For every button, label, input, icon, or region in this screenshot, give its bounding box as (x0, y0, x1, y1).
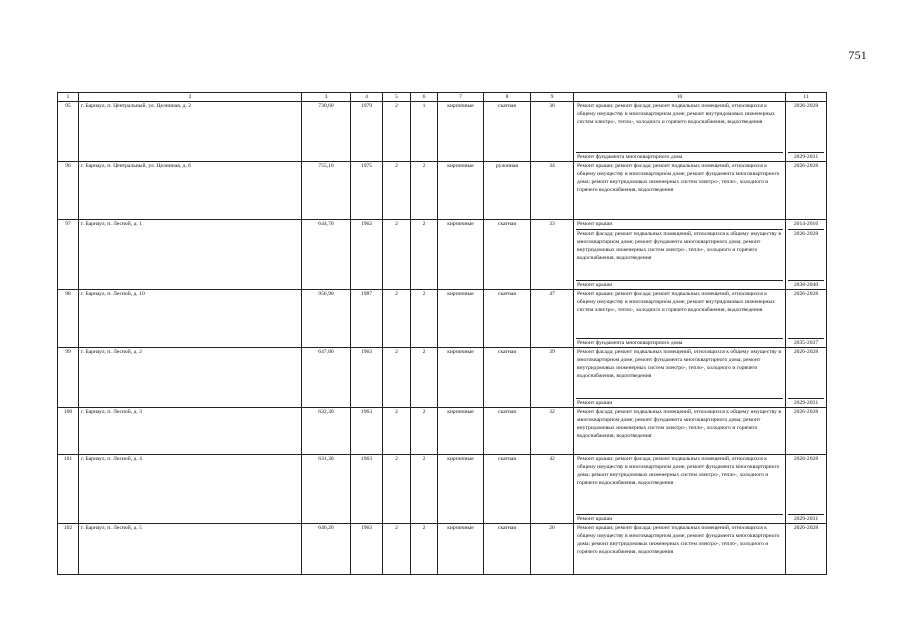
floors-cell: 2 (383, 290, 411, 348)
year-cell: 1963 (351, 455, 383, 524)
roof-type-cell: скатная (484, 290, 531, 348)
wall-material-cell: кирпичные (438, 162, 484, 220)
table-row (58, 348, 827, 408)
wall-material-cell: кирпичные (438, 408, 484, 455)
wear-percent-cell: 33 (531, 220, 574, 290)
column-number: 7 (438, 93, 484, 102)
wall-material-cell: кирпичные (438, 290, 484, 348)
table-row (58, 408, 827, 455)
area-cell: 755,10 (302, 162, 351, 220)
column-number: 5 (383, 93, 411, 102)
year-cell: 1979 (351, 102, 383, 162)
wall-material-cell: кирпичные (438, 102, 484, 162)
repair-period-cell (786, 290, 827, 348)
capital-repair-register-table (57, 92, 827, 575)
repair-period-item: 2026-2028 (793, 349, 819, 356)
repair-period-item: 2026-2028 (793, 409, 819, 416)
wear-percent-cell: 36 (531, 102, 574, 162)
year-cell: 1963 (351, 348, 383, 408)
year-cell: 1963 (351, 408, 383, 455)
roof-type-cell: скатная (484, 348, 531, 408)
repair-period-item: 2014-2016 (793, 221, 819, 228)
entrances-cell: 2 (411, 524, 438, 575)
wear-percent-cell: 39 (531, 348, 574, 408)
repair-period-item: 2026-2028 (793, 456, 819, 463)
year-cell: 1987 (351, 290, 383, 348)
repair-work-item: Ремонт крыши; ремонт фасада; ремонт подвальных помещений, относящихся к общему имуществу в многоквартирном доме; ремонт внутридомовых инженерных систем электро-, тепло-, холодного и горячего водоснабжения, водоотведения (577, 291, 775, 314)
row-number: 100 (58, 408, 79, 455)
floors-cell: 2 (383, 455, 411, 524)
address-cell: г. Барнаул, п. Лесной, д. 2 (79, 348, 302, 408)
table-row (58, 162, 827, 220)
repair-works-cell (574, 220, 786, 290)
roof-type-cell: скатная (484, 455, 531, 524)
address-cell: г. Барнаул, п. Лесной, д. 4 (79, 455, 302, 524)
repair-work-item: Ремонт фундамента многоквартирного дома (576, 152, 783, 161)
address-cell: г. Барнаул, п. Центральный, ул. Целинная, д. 2 (79, 102, 302, 162)
repair-work-item: Ремонт фундамента многоквартирного дома (576, 338, 783, 347)
wear-percent-cell: 47 (531, 290, 574, 348)
column-number-row (58, 93, 827, 102)
table-row (58, 524, 827, 575)
column-number: 1 (58, 93, 79, 102)
wear-percent-cell: 42 (531, 455, 574, 524)
repair-period-item: 2029-2031 (788, 514, 824, 523)
address-cell: г. Барнаул, п. Лесной, д. 3 (79, 408, 302, 455)
roof-type-cell: скатная (484, 408, 531, 455)
floors-cell: 2 (383, 524, 411, 575)
area-cell: 956,90 (302, 290, 351, 348)
repair-period-cell (786, 524, 827, 575)
repair-works-cell (574, 524, 786, 575)
floors-cell: 2 (383, 348, 411, 408)
repair-period-item: 2038-2040 (788, 280, 824, 289)
repair-works-cell (574, 348, 786, 408)
column-number: 4 (351, 93, 383, 102)
table-row (58, 290, 827, 348)
roof-type-cell: скатная (484, 220, 531, 290)
table-row (58, 102, 827, 162)
repair-works-cell (574, 455, 786, 524)
repair-period-item: 2026-2028 (793, 291, 819, 298)
repair-period-item: 2026-2028 (788, 229, 824, 280)
repair-period-cell (786, 162, 827, 220)
column-number: 6 (411, 93, 438, 102)
repair-works-cell (574, 102, 786, 162)
wear-percent-cell: 34 (531, 162, 574, 220)
floors-cell: 2 (383, 220, 411, 290)
column-number: 8 (484, 93, 531, 102)
area-cell: 647,80 (302, 348, 351, 408)
address-cell: г. Барнаул, п. Центральный, ул. Целинная, д. 6 (79, 162, 302, 220)
row-number: 97 (58, 220, 79, 290)
row-number: 101 (58, 455, 79, 524)
entrances-cell: 2 (411, 455, 438, 524)
repair-work-item: Ремонт крыши (577, 221, 613, 228)
row-number: 96 (58, 162, 79, 220)
repair-works-cell (574, 408, 786, 455)
repair-work-item: Ремонт крыши; ремонт фасада; ремонт подвальных помещений, относящихся к общему имуществу в многоквартирном доме; ремонт фундамента многоквартирного дома; ремонт внутридомовых инженерных систем электро-, тепло-, холодного и горячего водоснабжения, водоотведения (577, 456, 780, 487)
entrances-cell: 1 (411, 102, 438, 162)
page-number: 751 (848, 48, 867, 62)
column-number: 3 (302, 93, 351, 102)
entrances-cell: 2 (411, 408, 438, 455)
column-number: 11 (786, 93, 827, 102)
year-cell: 1962 (351, 220, 383, 290)
address-cell: г. Барнаул, п. Лесной, д. 10 (79, 290, 302, 348)
repair-work-item: Ремонт крыши; ремонт фасада; ремонт подвальных помещений, относящихся к общему имуществу в многоквартирном доме; ремонт фундамента многоквартирного дома; ремонт внутридомовых инженерных систем электро-, тепло-, холодного и горячего водоснабжения, водоотведения (577, 163, 780, 194)
address-cell: г. Барнаул, п. Лесной, д. 1 (79, 220, 302, 290)
year-cell: 1963 (351, 524, 383, 575)
repair-works-cell (574, 290, 786, 348)
year-cell: 1975 (351, 162, 383, 220)
repair-work-item: Ремонт фасада; ремонт подвальных помещений, относящихся к общему имуществу в многоквартирном доме; ремонт фундамента многоквартирного дома; ремонт внутридомовых инженерных систем электро-, тепло-, холодного и горячего водоснабжения, водоотведения (577, 349, 782, 380)
repair-period-item: 2029-2031 (788, 398, 824, 407)
repair-period-item: 2029-2031 (788, 152, 824, 161)
repair-works-cell (574, 162, 786, 220)
floors-cell: 2 (383, 162, 411, 220)
repair-work-item: Ремонт крыши (576, 514, 783, 523)
column-number: 2 (79, 93, 302, 102)
entrances-cell: 2 (411, 162, 438, 220)
row-number: 98 (58, 290, 79, 348)
repair-period-cell (786, 102, 827, 162)
repair-period-cell (786, 455, 827, 524)
area-cell: 644,70 (302, 220, 351, 290)
repair-period-item: 2026-2028 (793, 163, 819, 170)
wear-percent-cell: 26 (531, 524, 574, 575)
repair-period-cell (786, 408, 827, 455)
area-cell: 631,30 (302, 455, 351, 524)
repair-work-item: Ремонт крыши; ремонт фасада; ремонт подвальных помещений, относящихся к общему имуществу в многоквартирном доме; ремонт фундамента многоквартирного дома; ремонт внутридомовых инженерных систем электро-, тепло-, холодного и горячего водоснабжения, водоотведения (577, 525, 780, 556)
wall-material-cell: кирпичные (438, 348, 484, 408)
wall-material-cell: кирпичные (438, 524, 484, 575)
repair-work-item: Ремонт крыши (576, 280, 783, 289)
repair-work-item: Ремонт крыши (576, 398, 783, 407)
table-row (58, 455, 827, 524)
roof-type-cell: скатная (484, 524, 531, 575)
repair-period-item: 2026-2028 (793, 525, 819, 532)
table-row (58, 220, 827, 290)
repair-work-item: Ремонт крыши; ремонт фасада; ремонт подвальных помещений, относящихся к общему имуществу в многоквартирном доме; ремонт внутридомовых инженерных систем электро-, тепло-, холодного и горячего водоснабжения, водоотведения (577, 103, 775, 126)
repair-period-cell (786, 220, 827, 290)
roof-type-cell: рулонная (484, 162, 531, 220)
row-number: 95 (58, 102, 79, 162)
area-cell: 646,20 (302, 524, 351, 575)
row-number: 102 (58, 524, 79, 575)
entrances-cell: 2 (411, 290, 438, 348)
repair-period-item: 2026-2028 (793, 103, 819, 110)
roof-type-cell: скатная (484, 102, 531, 162)
floors-cell: 2 (383, 102, 411, 162)
wall-material-cell: кирпичные (438, 455, 484, 524)
area-cell: 632,30 (302, 408, 351, 455)
column-number: 10 (574, 93, 786, 102)
repair-work-item: Ремонт фасада; ремонт подвальных помещений, относящихся к общему имуществу в многоквартирном доме; ремонт фундамента многоквартирного дома; ремонт внутридомовых инженерных систем электро-, тепло-, холодного и горячего водоснабжения, водоотведения (577, 409, 782, 440)
floors-cell: 2 (383, 408, 411, 455)
wear-percent-cell: 32 (531, 408, 574, 455)
entrances-cell: 2 (411, 348, 438, 408)
table-body (58, 93, 827, 575)
repair-period-cell (786, 348, 827, 408)
repair-period-item: 2035-2037 (788, 338, 824, 347)
address-cell: г. Барнаул, п. Лесной, д. 5 (79, 524, 302, 575)
area-cell: 730,60 (302, 102, 351, 162)
row-number: 99 (58, 348, 79, 408)
wall-material-cell: кирпичные (438, 220, 484, 290)
entrances-cell: 2 (411, 220, 438, 290)
repair-work-item: Ремонт фасада; ремонт подвальных помещений, относящихся к общему имуществу в многоквартирном доме; ремонт фундамента многоквартирного дома; ремонт внутридомовых инженерных систем электро-, тепло-, холодного и горячего водоснабжения, водоотведения (576, 229, 783, 280)
column-number: 9 (531, 93, 574, 102)
